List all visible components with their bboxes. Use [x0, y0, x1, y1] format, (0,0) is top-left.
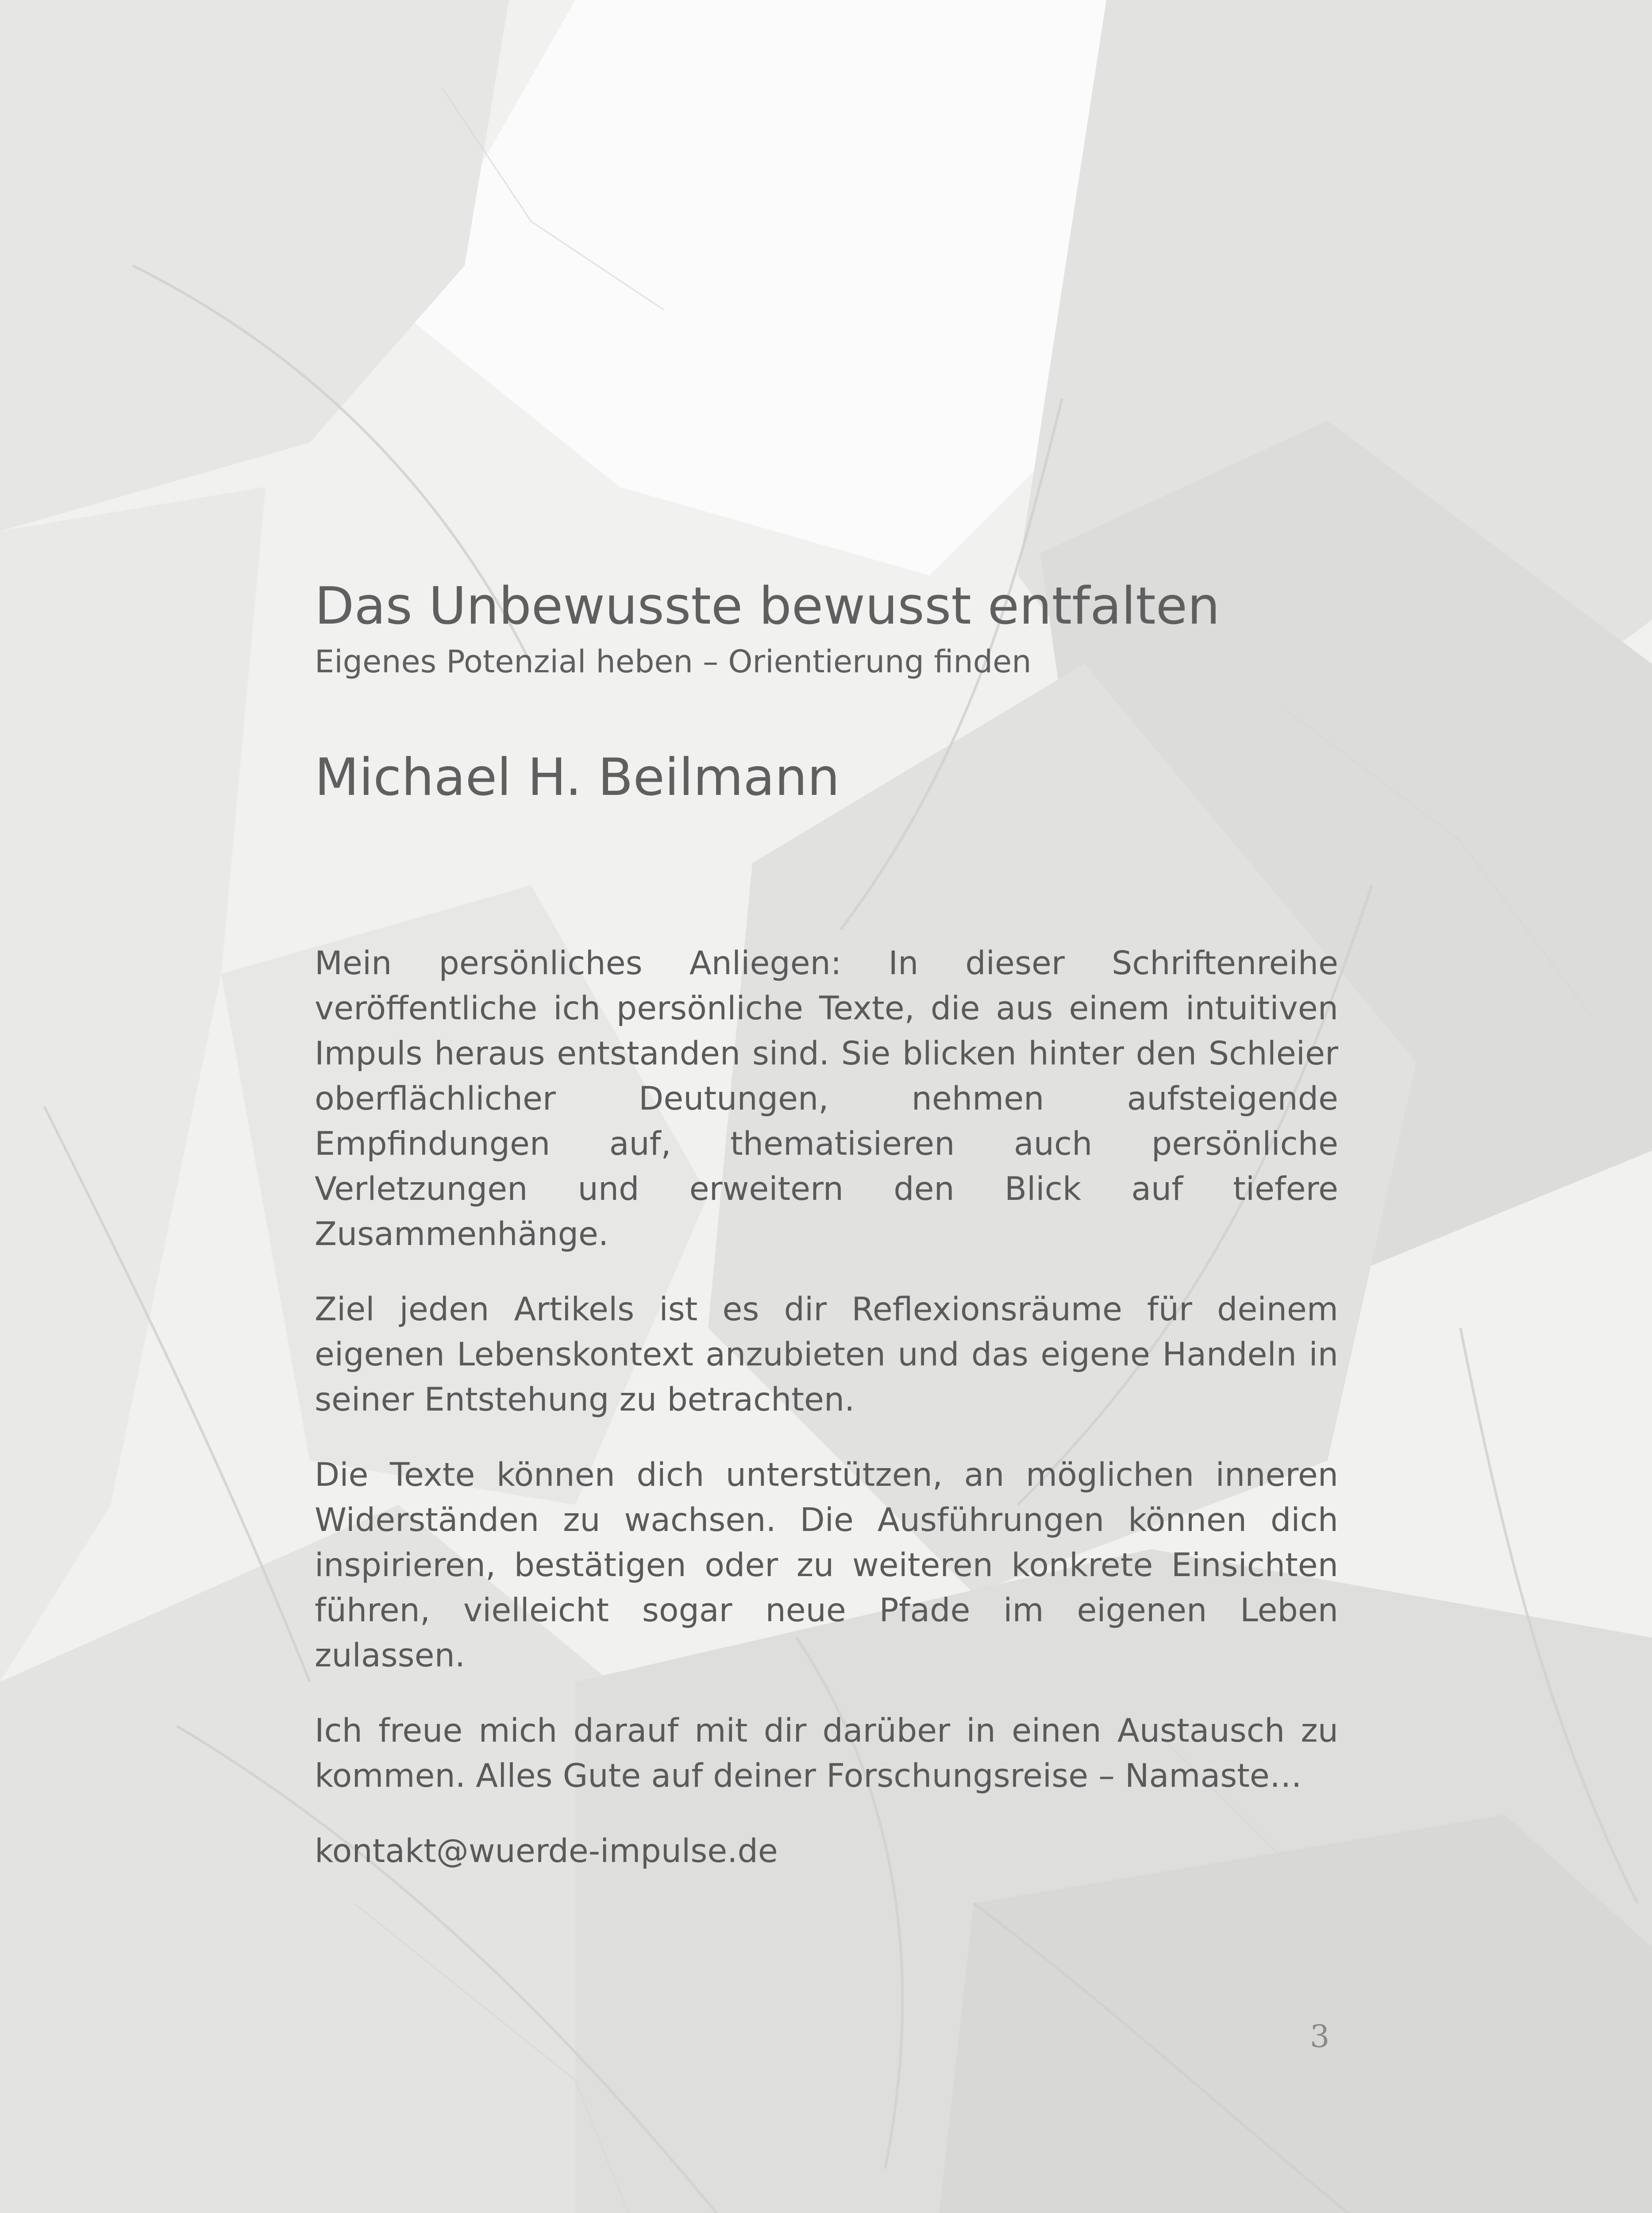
paragraph: Die Texte können dich unterstützen, an möglichen inneren Widerständen zu wachsen. Die Ausführungen können dich inspirieren, bestätigen oder zu weiteren konkrete Einsichten führen, vielleicht sogar neue Pfade im eigenen Leben zulassen.	[315, 1456, 1338, 1675]
document-subtitle: Eigenes Potenzial heben – Orientierung finden	[315, 644, 1032, 680]
author-name: Michael H. Beilmann	[315, 748, 840, 808]
paragraph: Ziel jeden Artikels ist es dir Reflexionsräume für deinem eigenen Lebenskontext anzubieten und das eigene Handeln in seiner Entstehung zu betrachten.	[315, 1291, 1338, 1419]
paragraph: Ich freue mich darauf mit dir darüber in einen Austausch zu kommen. Alles Gute auf deiner Forschungsreise – Namaste…	[315, 1712, 1338, 1795]
document-title: Das Unbewusste bewusst entfalten	[315, 576, 1220, 636]
text-block	[315, 575, 1338, 1874]
body-text	[315, 941, 1338, 1874]
page-number: 3	[1310, 2018, 1330, 2055]
paragraph: Mein persönliches Anliegen: In dieser Schriftenreihe veröffentliche ich persönliche Texte, die aus einem intuitiven Impuls heraus entstanden sind. Sie blicken hinter den Schleier oberflächlicher Deutungen, nehmen aufsteigende Empfindungen auf, thematisieren auch persönliche Verletzungen und erweitern den Blick auf tiefere Zusammenhänge.	[315, 945, 1338, 1253]
contact-email[interactable]: kontakt@wuerde-impulse.de	[315, 1832, 778, 1870]
